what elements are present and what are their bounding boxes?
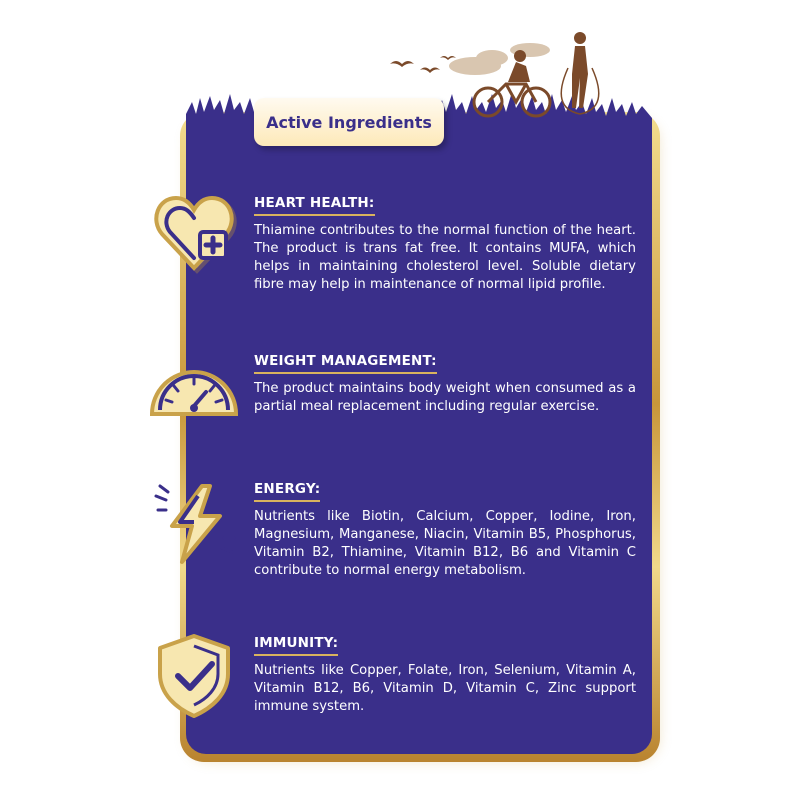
- section-heading: ENERGY:: [254, 481, 320, 502]
- page-title: Active Ingredients: [254, 98, 444, 146]
- section-body: Thiamine contributes to the normal function of the heart. The product is trans fat free. It contains MUFA, which helps in maintaining cholesterol level. Soluble dietary fibre may help in maintenance of normal lipid profile.: [254, 223, 636, 292]
- birds-icon: [390, 56, 456, 73]
- section-energy: [254, 478, 636, 580]
- lightning-bolt-icon: [148, 478, 240, 568]
- skipping-woman-icon: [561, 32, 599, 114]
- section-body: The product maintains body weight when consumed as a partial meal replacement including regular exercise.: [254, 381, 636, 414]
- section-heading: IMMUNITY:: [254, 635, 338, 656]
- section-weight-management: [254, 350, 636, 416]
- section-heading: WEIGHT MANAGEMENT:: [254, 353, 437, 374]
- heart-plus-icon: [148, 188, 240, 278]
- shield-check-icon: [148, 630, 240, 720]
- cloud-icon: [449, 43, 550, 75]
- section-immunity: [254, 632, 636, 716]
- weight-scale-icon: [148, 350, 240, 440]
- section-heading: HEART HEALTH:: [254, 195, 375, 216]
- section-body: Nutrients like Copper, Folate, Iron, Selenium, Vitamin A, Vitamin B12, B6, Vitamin D, Vitamin C, Zinc support immune system.: [254, 663, 636, 714]
- section-heart-health: [254, 192, 636, 294]
- section-body: Nutrients like Biotin, Calcium, Copper, Iodine, Iron, Magnesium, Manganese, Niacin, Vitamin B5, Phosphorus, Vitamin B2, Thiamine, Vitamin B12, B6 and Vitamin C contribute to normal energy metabolism.: [254, 509, 636, 578]
